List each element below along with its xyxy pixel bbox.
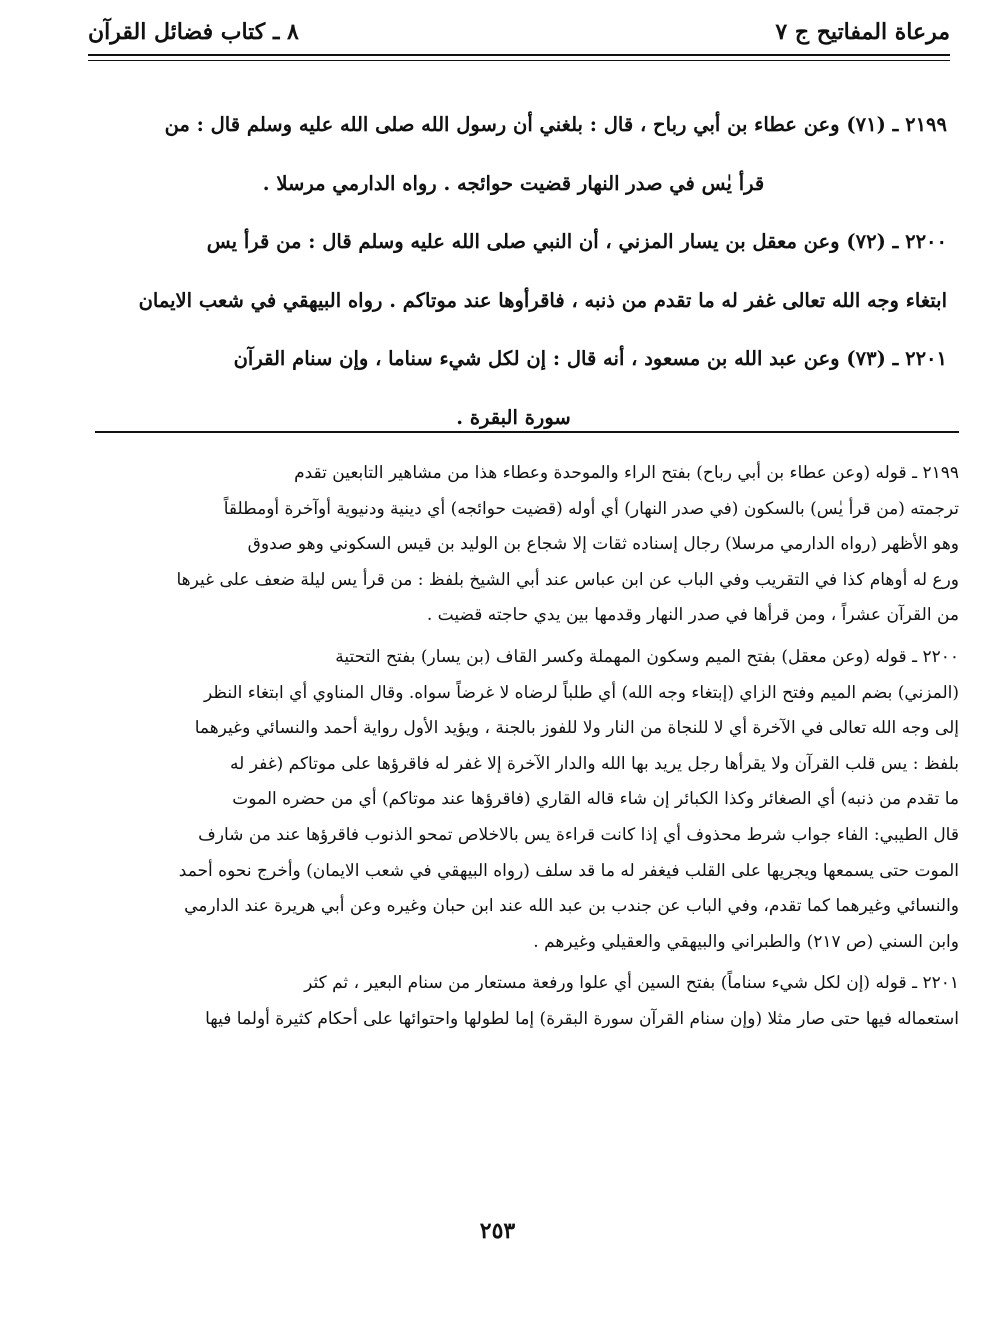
commentary-line: وهو الأظهر (رواه الدارمي مرسلا) رجال إسناده ثقات إلا شجاع بن الوليد بن قيس السكوني وهو صدوق [247, 534, 959, 555]
commentary-line: قال الطيبي: الفاء جواب شرط محذوف أي إذا كانت قراءة يس بالاخلاص تمحو الذنوب فاقرؤها عند من شارف [198, 824, 959, 845]
commentary-line: الموت حتى يسمعها ويجريها على القلب فيغفر له ما قد سلف (رواه البيهقي في شعب الايمان) وأخرج نحوه أحمد [178, 860, 959, 881]
hadith-text [80, 96, 947, 447]
commentary-line: استعماله فيها حتى صار مثلا (وإن سنام القرآن سورة البقرة) إما لطولها واحتوائها على أحكام كثيرة أولما فيها [205, 1008, 959, 1029]
commentary-line: ٢٢٠١ ـ قوله (إن لكل شيء سناماً) بفتح السين أي علوا ورفعة مستعار من سنام البعير ، ثم كثر [304, 973, 959, 994]
hadith-line: ٢١٩٩ ـ (٧١) وعن عطاء بن أبي رباح ، قال : بلغني أن رسول الله صلى الله عليه وسلم قال : من [164, 113, 947, 136]
header-book-title: مرعاة المفاتيح ج ٧ [775, 19, 950, 45]
hadith-line: سورة البقرة . [456, 405, 571, 429]
commentary-line: ورع له أوهام كذا في التقريب وفي الباب عن ابن عباس عند أبي الشيخ بلفظ : من قرأ يس ليلة ضعف على غيرها [176, 569, 959, 590]
header-rule [88, 54, 950, 56]
header-chapter-title: ٨ ـ كتاب فضائل القرآن [88, 19, 299, 45]
hadith-line: ابتغاء وجه الله تعالى غفر له ما تقدم من ذنبه ، فاقرأوها عند موتاكم . رواه البيهقي في شعب الايمان [138, 288, 947, 312]
commentary-line: ترجمته (من قرأ يٰس) بالسكون (في صدر النهار) أي أوله (قضيت حوائجه) أي دينية ودنيوية أوآخرة أومطلقاً [223, 498, 959, 519]
commentary-line: إلى وجه الله تعالى في الآخرة أي لا للنجاة من النار ولا للفوز بالجنة ، ويؤيد الأول رواية أحمد والنسائي وغيرهما [194, 718, 959, 739]
commentary-line: ما تقدم من ذنبه) أي الصغائر وكذا الكبائر إن شاء قاله القاري (فاقرؤها عند موتاكم) أي من حضره الموت [232, 789, 959, 810]
commentary-line: من القرآن عشراً ، ومن قرأها في صدر النهار وقدمها بين يدي حاجته قضيت . [426, 605, 959, 626]
commentary-line: ٢١٩٩ ـ قوله (وعن عطاء بن أبي رباح) بفتح الراء والموحدة وعطاء هذا من مشاهير التابعين تقدم [294, 463, 959, 483]
running-header [88, 12, 950, 52]
commentary-line: (المزني) بضم الميم وفتح الزاي (إبتغاء وجه الله) أي طلباً لرضاه لا غرضاً سواه. وقال المناوي أي ابتغاء النظر [204, 682, 959, 703]
page-number: ٢٥٣ [479, 1218, 516, 1244]
hadith-line: ٢٢٠١ ـ (٧٣) وعن عبد الله بن مسعود ، أنه قال : إن لكل شيء سناما ، وإن سنام القرآن [233, 347, 947, 370]
commentary-line: وابن السني (ص ٢١٧) والطبراني والبيهقي والعقيلي وغيرهم . [533, 931, 959, 952]
commentary-line: ٢٢٠٠ ـ قوله (وعن معقل) بفتح الميم وسكون المهملة وكسر القاف (بن يسار) بفتح التحتية [335, 646, 959, 667]
hadith-line: ٢٢٠٠ ـ (٧٢) وعن معقل بن يسار المزني ، أن النبي صلى الله عليه وسلم قال : من قرأ يس [206, 230, 947, 253]
commentary-line: بلفظ : يس قلب القرآن ولا يقرأها رجل يريد بها الله والدار الآخرة إلا غفر له فاقرؤها على موتاكم (غفر له [230, 753, 959, 774]
commentary-line: والنسائي وغيرهما كما تقدم، وفي الباب عن جندب بن عبد الله عند ابن حبان وغيره وعن أبي هريرة عند الدارمي [184, 896, 959, 917]
section-divider [95, 431, 959, 433]
hadith-line: قرأ يٰس في صدر النهار قضيت حوائجه . رواه الدارمي مرسلا . [262, 171, 765, 195]
header-rule-thin [88, 60, 950, 61]
commentary-text [32, 456, 959, 1038]
